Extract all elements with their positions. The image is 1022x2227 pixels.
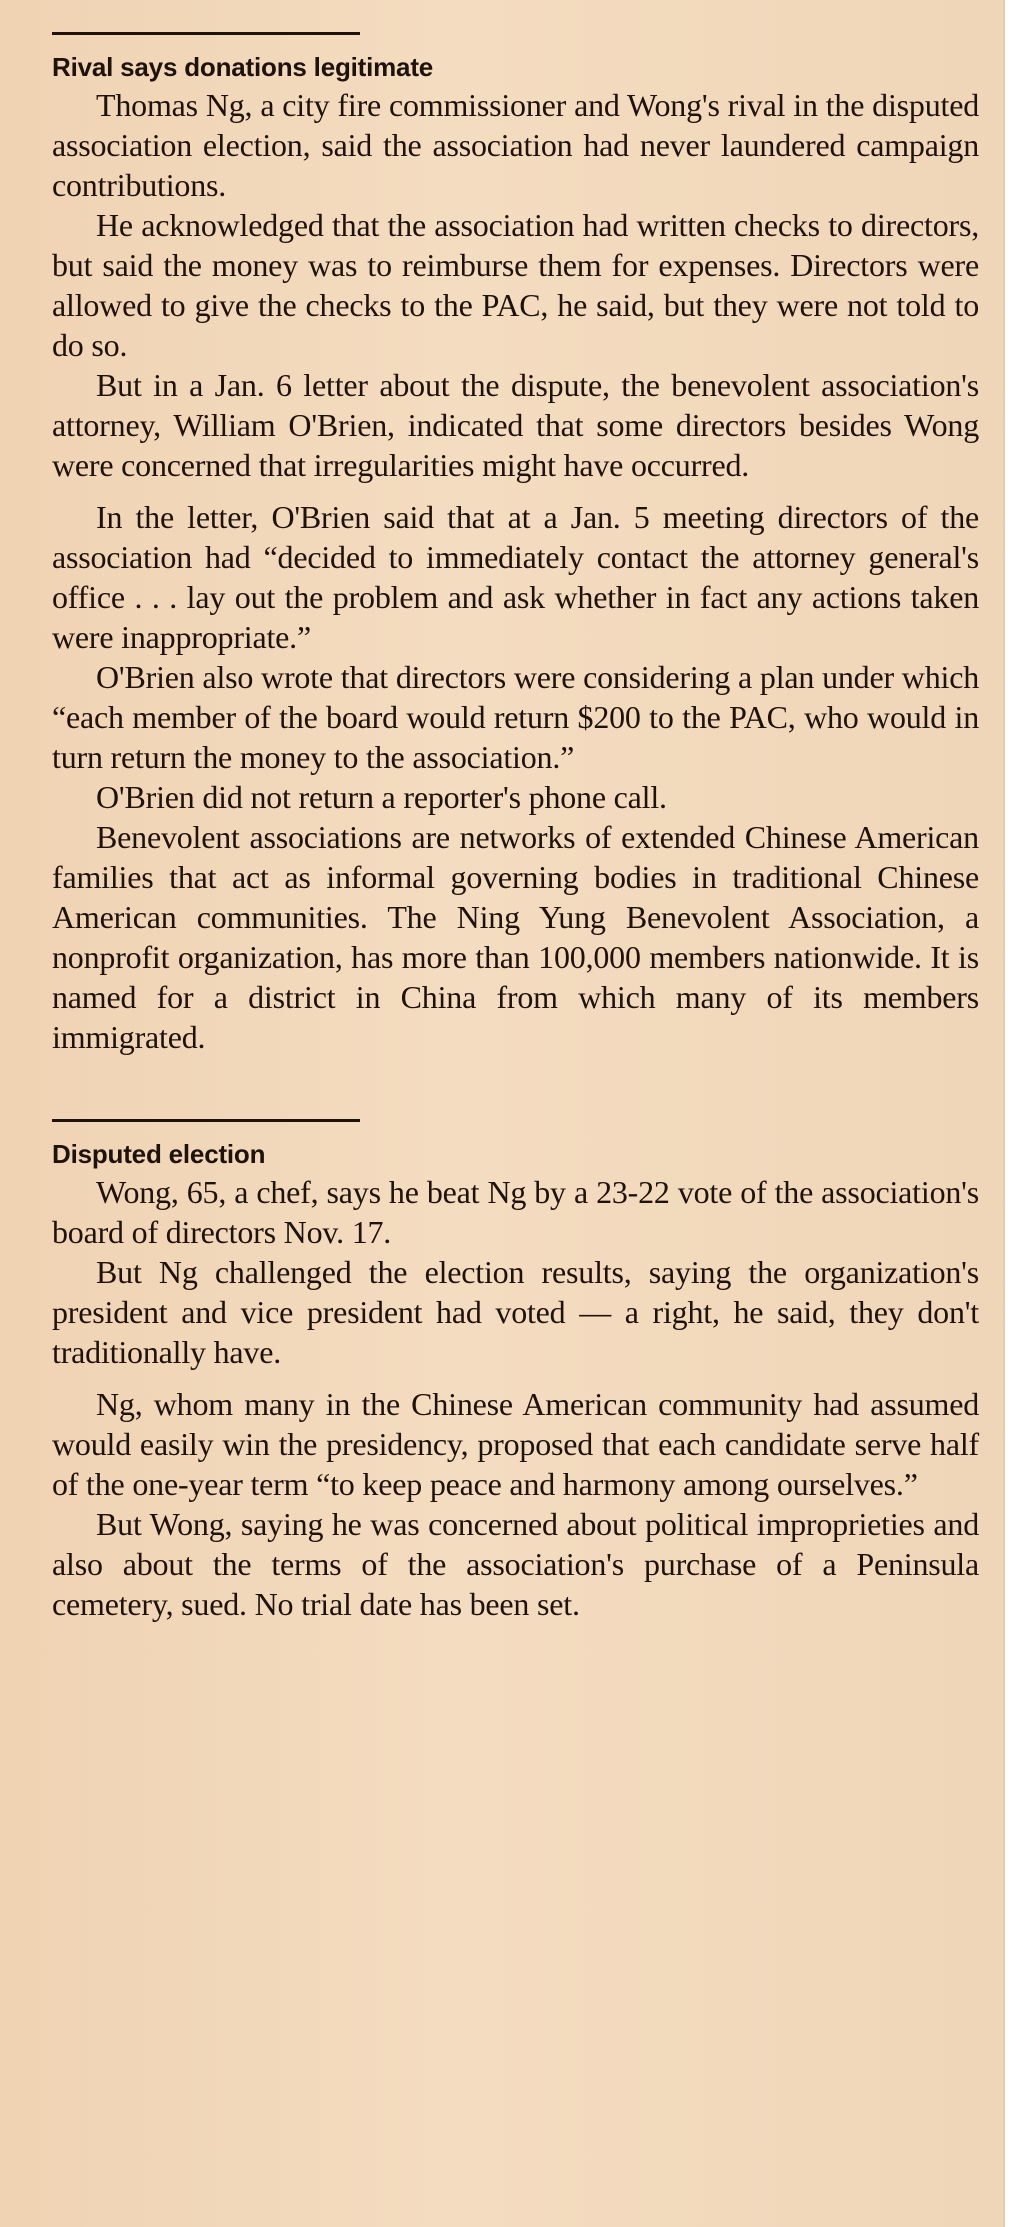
paragraph: Ng, whom many in the Chinese American community had assumed would easily win the presidency, proposed that each candidate serve half of the one-year term “to keep peace and harmony among ourselves.” [52,1386,979,1502]
paragraph: But in a Jan. 6 letter about the dispute, the benevolent association's attorney, William O'Brien, indicated that some directors besides Wong were concerned that irregularities might have occurred. [52,367,979,483]
paragraph: Wong, 65, a chef, says he beat Ng by a 23-22 vote of the association's board of directors Nov. 17. [52,1174,979,1250]
section-rule [52,32,360,35]
scan-right-edge [1005,0,1022,2227]
paragraph: O'Brien also wrote that directors were considering a plan under which “each member of the board would return $200 to the PAC, who would in turn return the money to the association.” [52,659,979,775]
section-heading-rival: Rival says donations legitimate [52,52,434,82]
section-heading-disputed-election: Disputed election [52,1139,266,1169]
paragraph: O'Brien did not return a reporter's phone call. [96,779,667,815]
paragraph: Thomas Ng, a city fire commissioner and Wong's rival in the disputed association election, said the association had never laundered campaign contributions. [52,87,979,203]
paragraph: Benevolent associations are networks of extended Chinese American families that act as informal governing bodies in traditional Chinese American communities. The Ning Yung Benevolent Association, a nonprofit organization, has more than 100,000 members nationwide. It is named for a district in China from which many of its members immigrated. [52,819,979,1055]
paragraph: He acknowledged that the association had written checks to directors, but said the money was to reimburse them for expenses. Directors were allowed to give the checks to the PAC, he said, but they were not told to do so. [52,207,979,363]
paragraph: But Wong, saying he was concerned about political improprieties and also about the terms of the association's purchase of a Peninsula cemetery, sued. No trial date has been set. [52,1506,979,1622]
section-rule [52,1119,360,1122]
paragraph: In the letter, O'Brien said that at a Jan. 5 meeting directors of the association had “decided to immediately contact the attorney general's office . . . lay out the problem and ask whether in fact any actions taken were inappropriate.” [52,499,979,655]
article-body [52,32,979,1624]
paragraph: But Ng challenged the election results, saying the organization's president and vice president had voted — a right, he said, they don't traditionally have. [52,1254,979,1370]
